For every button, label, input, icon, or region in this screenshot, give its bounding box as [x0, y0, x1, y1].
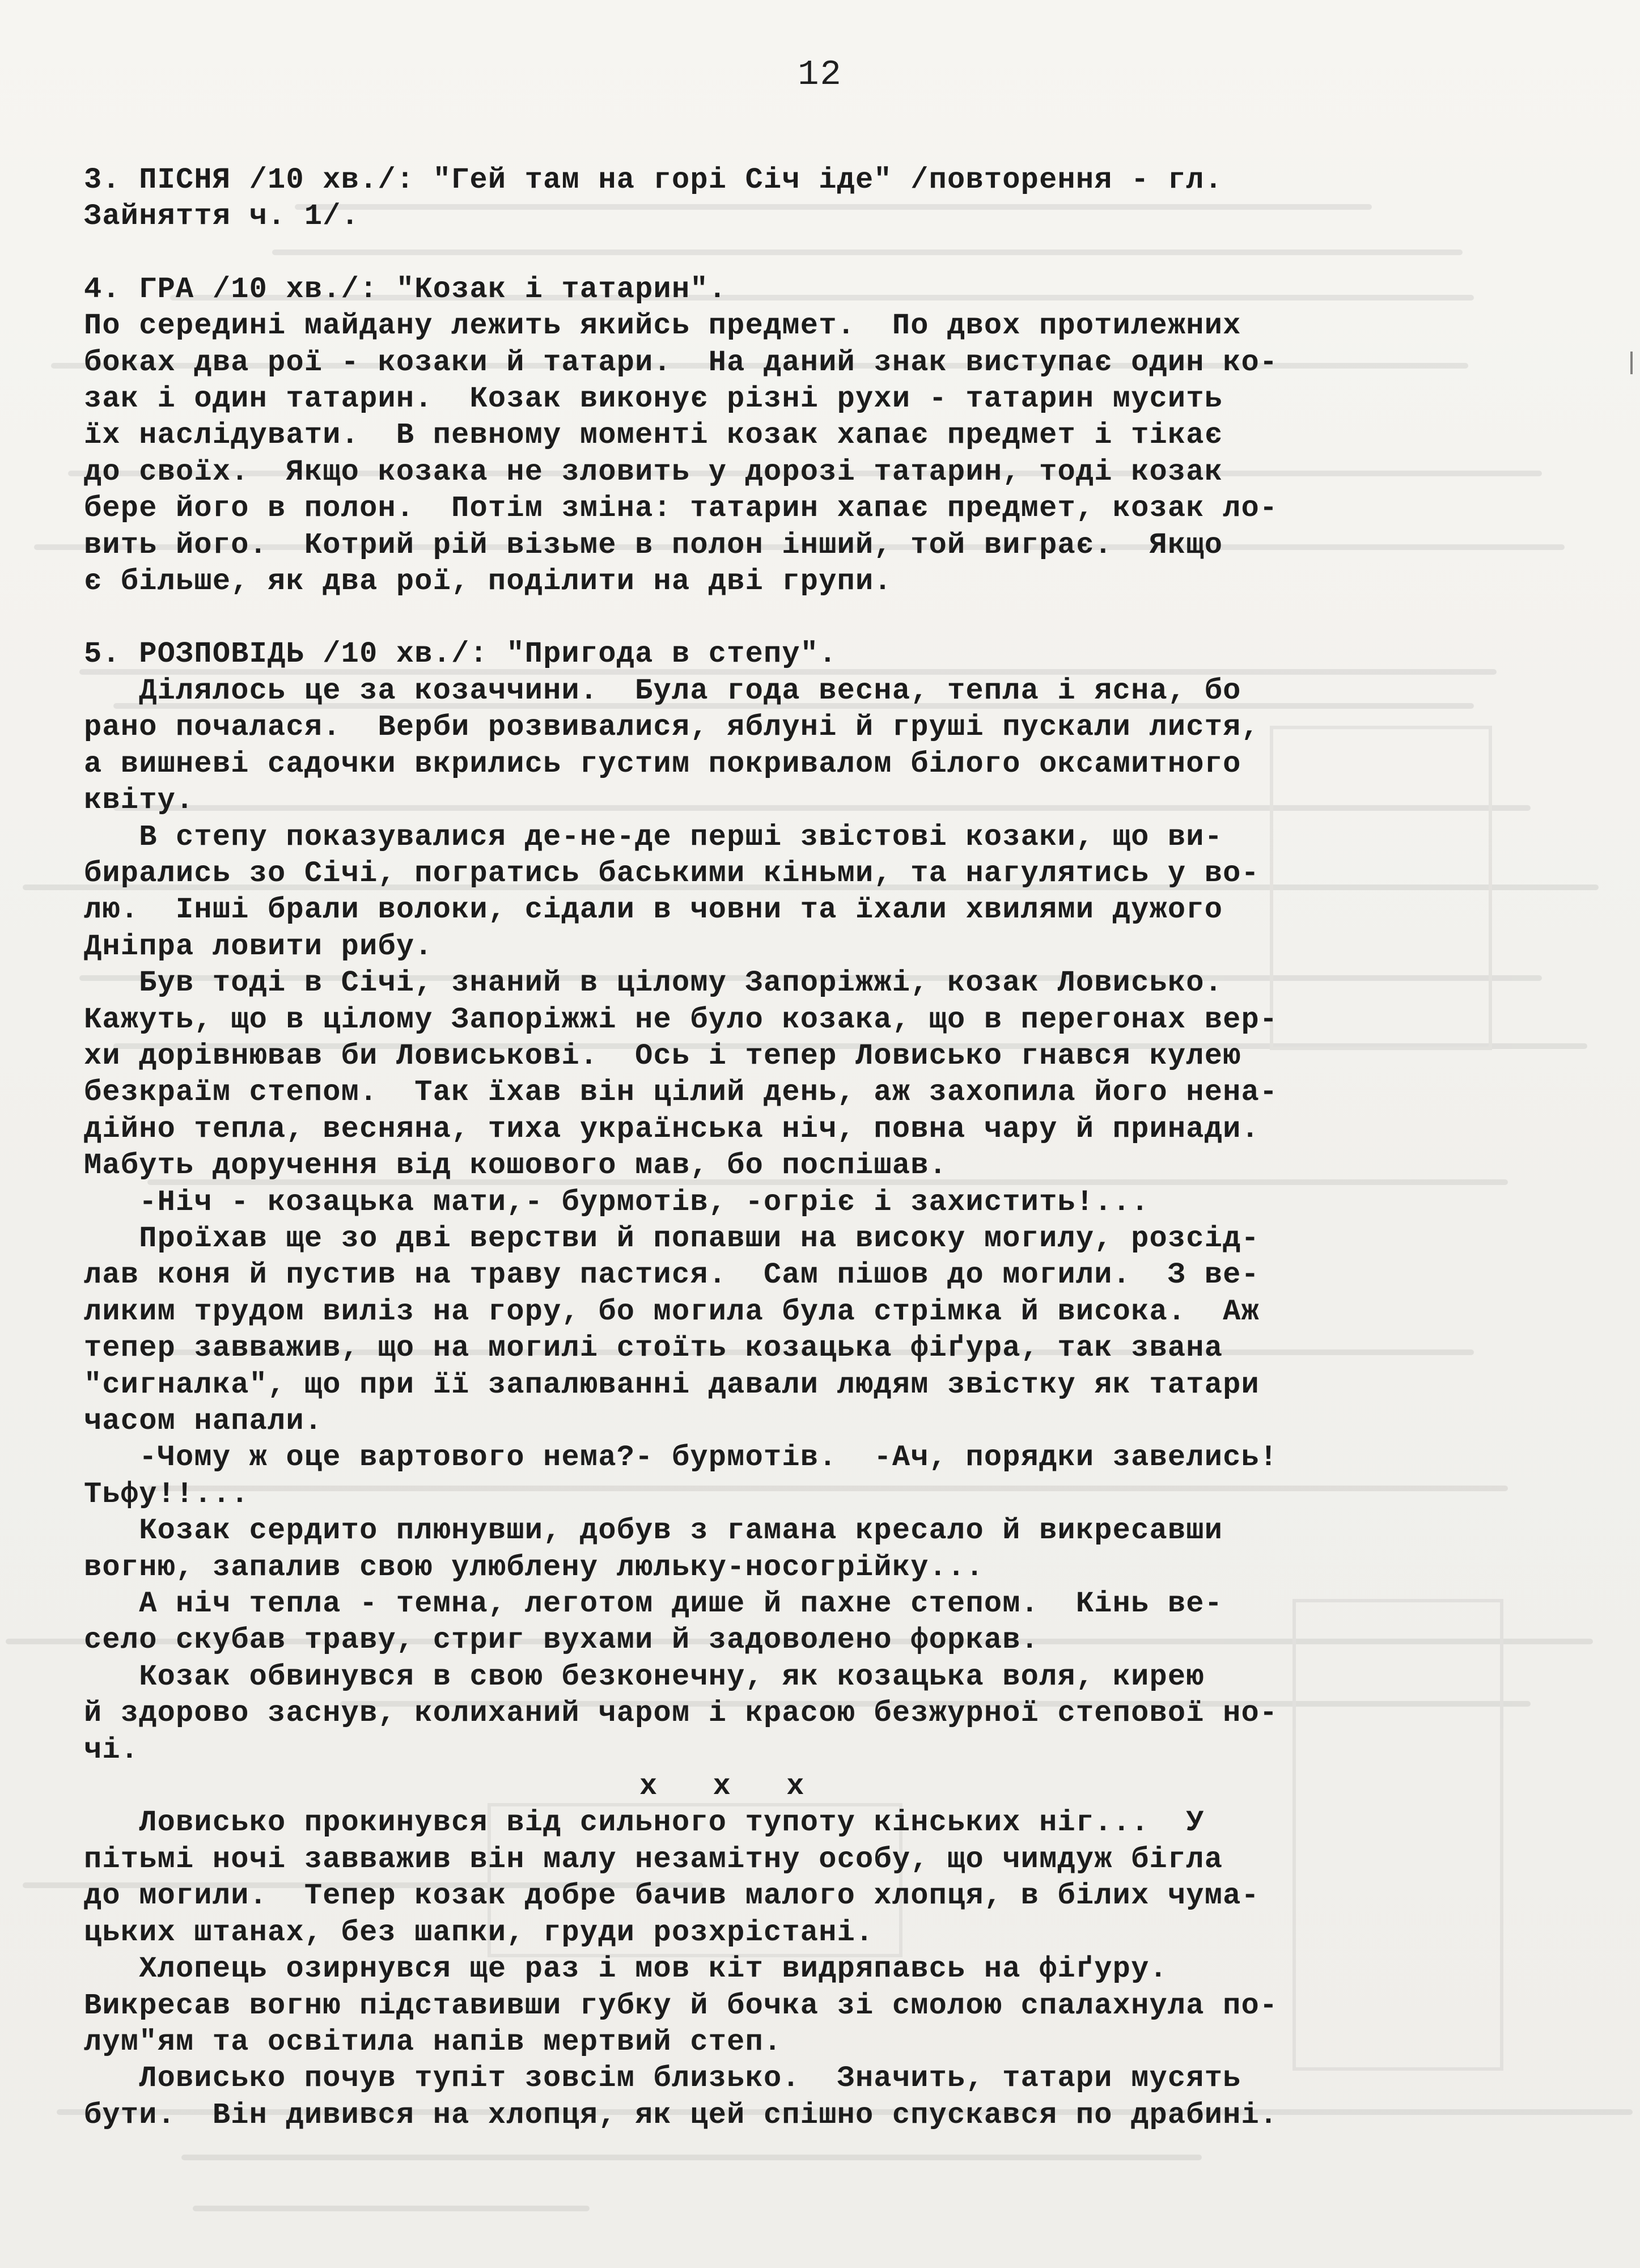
text-line: бути. Він дивився на хлопця, як цей спішно спускався по драбині.: [84, 2098, 1278, 2132]
text-line: "сигналка", що при її запалюванні давали людям звістку як татари: [84, 1368, 1260, 1402]
text-line: боках два рої - козаки й татари. На даний знак виступає один ко-: [84, 345, 1278, 379]
section-song: [84, 162, 1580, 235]
text-line: чі.: [84, 1733, 139, 1767]
text-line: Тьфу!!...: [84, 1477, 249, 1511]
text-line: цьких штанах, без шапки, груди розхрістані.: [84, 1915, 874, 1949]
text-line: Зайняття ч. 1/.: [84, 200, 360, 234]
text-line: 3. ПІСНЯ /10 хв./: "Гей там на горі Січ іде" /повторення - гл.: [84, 163, 1223, 197]
text-line: дійно тепла, весняна, тиха українська ніч, повна чару й принади.: [84, 1112, 1260, 1146]
text-line: часом напали.: [84, 1404, 323, 1438]
text-line: їх наслідувати. В певному моменті козак хапає предмет і тікає: [84, 418, 1223, 452]
ink-mark: [1630, 352, 1633, 374]
text-line: вогню, запалив свою улюблену люльку-носогрійку...: [84, 1550, 984, 1584]
text-line: Козак сердито плюнувши, добув з гамана кресало й викресавши: [84, 1514, 1223, 1548]
text-line: -Чому ж оце вартового нема?- бурмотів. -Ач, порядки завелись!: [84, 1441, 1278, 1475]
text-line: тепер завважив, що на могилі стоїть козацька фіґура, так звана: [84, 1331, 1223, 1365]
text-line: квіту.: [84, 784, 194, 818]
section-separator: [84, 1768, 1580, 1805]
text-line: лав коня й пустив на траву пастися. Сам пішов до могили. З ве-: [84, 1258, 1260, 1292]
text-line: хи дорівнював би Ловиськові. Ось і тепер Ловисько гнався кулею: [84, 1039, 1241, 1073]
text-line: Дніпра ловити рибу.: [84, 929, 433, 963]
text-line: лум"ям та освітила напів мертвий степ.: [84, 2025, 782, 2059]
text-line: безкраїм степом. Так їхав він цілий день, аж захопила його нена-: [84, 1076, 1278, 1110]
separator-marks: x x x: [639, 1770, 805, 1804]
section-heading: 4. ГРА /10 хв./: "Козак і татарин".: [84, 272, 727, 306]
text-line: Ловисько почув тупіт зовсім близько. Значить, татари мусять: [84, 2062, 1241, 2096]
text-line: Ділялось це за козаччини. Була года весна, тепла і ясна, бо: [84, 674, 1241, 708]
text-line: -Ніч - козацька мати,- бурмотів, -огріє і захистить!...: [84, 1185, 1150, 1219]
text-line: Мабуть доручення від кошового мав, бо поспішав.: [84, 1149, 948, 1183]
text-line: ликим трудом виліз на гору, бо могила була стрімка й висока. Аж: [84, 1294, 1260, 1328]
section-story: [84, 636, 1580, 1768]
text-line: до своїх. Якщо козака не зловить у дорозі татарин, тоді козак: [84, 455, 1223, 489]
text-line: Був тоді в Січі, знаний в цілому Запоріжжі, козак Ловисько.: [84, 966, 1223, 1000]
text-line: Викресав вогню підставивши губку й бочка зі смолою спалахнула по-: [84, 1988, 1278, 2022]
text-line: рано почалася. Верби розвивалися, яблуні й груші пускали листя,: [84, 710, 1260, 744]
text-line: бирались зо Січі, погратись баськими кіньми, та нагулятись у во-: [84, 856, 1260, 890]
document-body: [84, 162, 1580, 2134]
text-line: В степу показувалися де-не-де перші звістові козаки, що ви-: [84, 820, 1223, 854]
text-line: а вишневі садочки вкрились густим покривалом білого оксамитного: [84, 747, 1241, 781]
section-story-continued: [84, 1805, 1580, 2134]
text-line: бере його в полон. Потім зміна: татарин хапає предмет, козак ло-: [84, 492, 1278, 526]
text-line: до могили. Тепер козак добре бачив малого хлопця, в білих чума-: [84, 1879, 1260, 1913]
text-line: Хлопець озирнувся ще раз і мов кіт видряпавсь на фіґуру.: [84, 1952, 1168, 1986]
text-line: Ловисько прокинувся від сильного тупоту кінських ніг... У: [84, 1806, 1205, 1840]
text-line: село скубав траву, стриг вухами й задоволено форкав.: [84, 1623, 1040, 1657]
text-line: зак і один татарин. Козак виконує різні рухи - татарин мусить: [84, 382, 1223, 416]
text-line: є більше, як два рої, поділити на дві групи.: [84, 565, 892, 599]
section-game: [84, 272, 1580, 600]
text-line: вить його. Котрий рій візьме в полон інший, той виграє. Якщо: [84, 528, 1223, 562]
text-line: Кажуть, що в цілому Запоріжжі не було козака, що в перегонах вер-: [84, 1002, 1278, 1036]
text-line: лю. Інші брали волоки, сідали в човни та їхали хвилями дужого: [84, 893, 1223, 927]
section-heading: 5. РОЗПОВІДЬ /10 хв./: "Пригода в степу".: [84, 637, 837, 671]
text-line: А ніч тепла - темна, леготом дише й пахне степом. Кінь ве-: [84, 1587, 1223, 1621]
text-line: Козак обвинувся в свою безконечну, як козацька воля, кирею: [84, 1660, 1205, 1694]
text-line: й здорово заснув, колиханий чаром і красою безжурної степової но-: [84, 1696, 1278, 1730]
text-line: По середині майдану лежить якийсь предмет. По двох протилежних: [84, 309, 1241, 343]
text-line: Проїхав ще зо дві верстви й попавши на високу могилу, розсід-: [84, 1221, 1260, 1255]
page-number: 12: [798, 54, 842, 95]
text-line: пітьмі ночі завважив він малу незамітну особу, що чимдуж бігла: [84, 1842, 1223, 1876]
